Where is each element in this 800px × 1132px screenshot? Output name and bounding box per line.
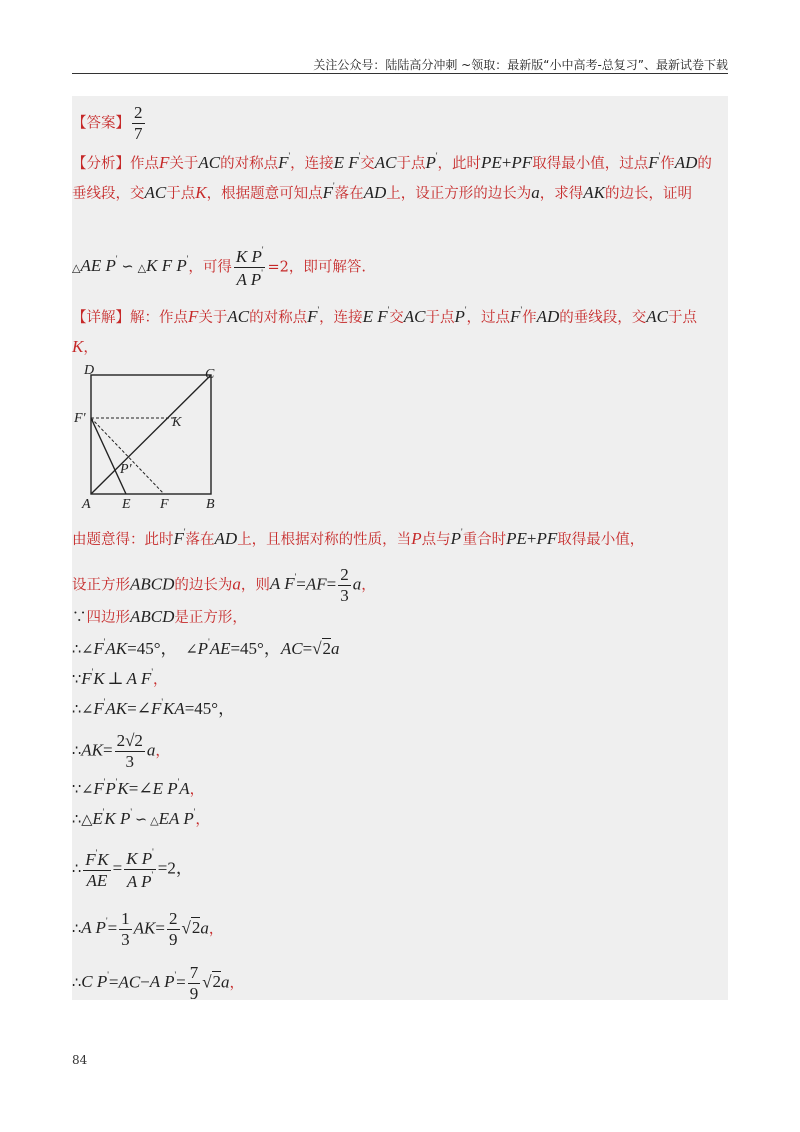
label-k: K (172, 415, 182, 430)
label-f-prime: F' (74, 411, 86, 426)
label-b: B (206, 497, 215, 512)
analysis-line-2: 垂线段，交AC于点K，根据题意可知点F'落在AD上，设正方形的边长为a，求得AK的边长，证明 (72, 181, 692, 202)
label-d: D (84, 364, 95, 378)
detail-line-1: 【详解】解：作点F关于AC的对称点F'，连接E F'交AC于点P'，过点F'作AD的垂线段，交AC于点 (72, 305, 697, 326)
step-9: ∴△E'K P' ∽ △EA P'， (72, 807, 210, 828)
segment-f-prime-e (91, 418, 126, 494)
label-f: F (160, 497, 169, 512)
label-p-prime: P' (120, 462, 132, 477)
analysis-line-3: △AE P' ∽ △K F P'，可得 $\frac{K P'}{A P'}$ =2，即可解答. (72, 245, 366, 289)
step-2: 设正方形ABCD的边长为a，则A F'=AF= $\frac{2}{3}$ a， (72, 565, 376, 605)
detail-label: 【详解】 (72, 310, 130, 326)
answer-fraction: $\frac{2}{7}$ (134, 103, 143, 143)
label-c: C (205, 367, 215, 382)
solution-panel (72, 96, 728, 1003)
answer-line (72, 104, 147, 143)
step-6: ∴∠F'AK=∠F'KA=45°， (72, 697, 236, 718)
header-rule (72, 73, 728, 74)
step-3: ∵四边形ABCD是正方形， (72, 607, 247, 626)
answer-label: 【答案】 (72, 115, 130, 132)
square-figure (72, 364, 232, 514)
label-e: E (122, 497, 131, 512)
diagonal-ac (91, 375, 211, 494)
detail-line-2: K， (72, 337, 98, 356)
label-a: A (82, 497, 91, 512)
step-10: ∴ $\frac{F'K}{AE}$ = $\frac{K P'}{A P'}$ =2， (72, 847, 193, 891)
step-1: 由题意得：此时F'落在AD上，且根据对称的性质，当P点与P'重合时PE+PF取得最小值， (72, 527, 645, 548)
page-header: 关注公众号：陆陆高分冲刺 ~领取：最新版“小中高考-总复习”、最新试卷下载 (313, 58, 728, 72)
step-12: ∴C P'=AC−A P'= $\frac{7}{9}$ √2a， (72, 963, 245, 1003)
step-11: ∴A P'= $\frac{1}{3}$ AK= $\frac{2}{9}$ √2a， (72, 909, 224, 949)
page-number: 84 (72, 1053, 88, 1067)
step-8: ∵∠F'P'K=∠E P'A， (72, 777, 205, 798)
ratio-fraction: $\frac{K P'}{A P'}$ (235, 245, 264, 289)
step-5: ∵F'K ⊥ A F'， (72, 667, 168, 688)
step-4: ∴∠F'AK=45°， ∠P'AE=45°，AC=√2a (72, 637, 340, 658)
step-7: ∴AK= $\frac{2√2}{3}$ a， (72, 731, 170, 771)
analysis-line-1: 【分析】作点F关于AC的对称点F'，连接E F'交AC于点P'，此时PE+PF取得最小值，过点F'作AD的 (72, 151, 712, 172)
analysis-label: 【分析】 (72, 156, 130, 172)
